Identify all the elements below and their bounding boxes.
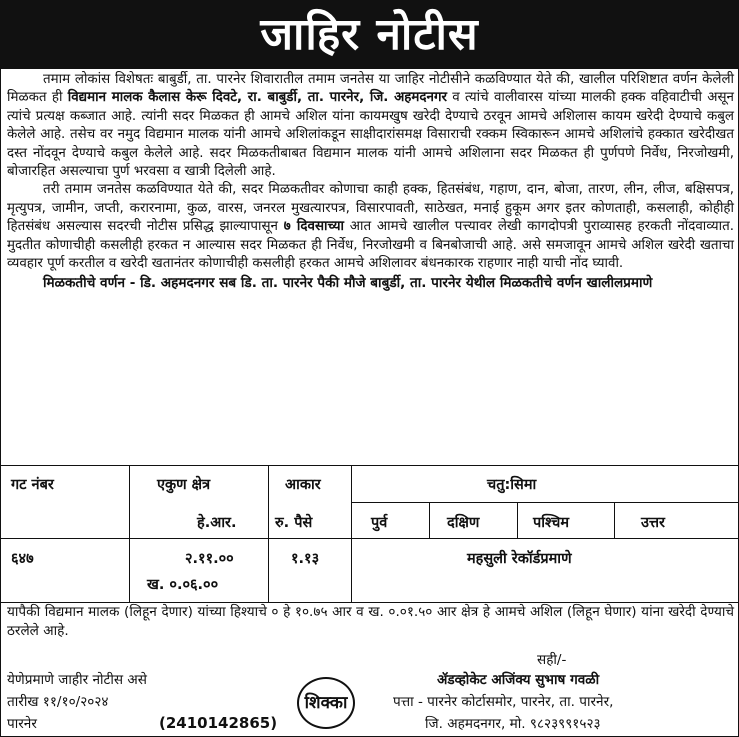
header-assessment-unit: रु. पैसे [275,515,313,531]
header-gat-number: गट नंबर [11,477,54,493]
para2-text-b: आत आमचे खालील पत्त्यावर लेखी कागदोपत्री पुराव्यासह हरकती नोंदवाव्यात. मुदतीत कोणाचीही कसलीही हरकत न आल्यास सदर मिळकत ही निर्वेध, निरजोखमी व बिनबोजाची आहे. असे समजावून आमचे अशिल खरेदी खताचा व्यवहार पूर्ण करतील व खरेदी खतानंतर कोणाचीही कसलीही हरकत आमचे अशिलावर बंधनकारक राहणार नाही याची नोंद घ्यावी. [7,219,734,272]
notice-place: पारनेर [7,716,37,732]
property-description [7,274,734,292]
owner-name: विद्यमान मालक कैलास केरू दिवटे, रा. बाबुर्डी, ता. पारनेर, जि. अहमदनगर [67,90,447,106]
seal-stamp: शिक्का [297,677,355,729]
advocate-address-line-2: जि. अहमदनगर, मो. ९८२३९९१५२३ [425,716,601,732]
para1-text-a: तमाम लोकांस विशेषतः बाबुर्डी, ता. पारनेर शिवारातील तमाम जनतेस या जाहिर नोटीसीने कळविण्यात येते की, खालील परिशिष्टात वर्णन केलेली मिळकत ही [7,72,734,106]
notice-closing: येणेप्रमाणे जाहीर नोटीस असे [7,672,147,688]
header-boundaries: चतु:सिमा [487,477,537,493]
header-west: पश्चिम [533,515,570,531]
notice-body [7,71,734,293]
paragraph-1 [7,71,734,181]
header-south: दक्षिण [447,515,480,531]
notice-title: जाहिर नोटीस [1,1,738,69]
assessment-value: १.१३ [291,551,320,567]
reference-code: (2410142865) [159,714,278,732]
share-statement: यापैकी विद्यमान मालक (लिहून देणार) यांच्या हिश्याचे ० हे १०.७५ आर व ख. ०.०१.५० आर क्षेत्र हे आमचे अशिल (लिहून घेणार) यांना खरेदी देण्याचे ठरलेले आहे. [7,604,734,639]
advocate-address-line-1: पत्ता - पारनेर कोर्टासमोर, पारनेर, ता. पारनेर, [393,694,614,710]
boundary-value: महसुली रेकॉर्डप्रमाणे [467,551,572,567]
area-value: २.११.०० [185,551,234,567]
header-east: पुर्व [371,515,388,531]
gat-number-value: ६४७ [11,551,34,567]
notice-date: तारीख ११/१०/२०२४ [7,694,109,710]
para2-text-a: तरी तमाम जनतेस कळविण्यात येते की, सदर मिळकतीवर कोणाचा काही हक्क, हितसंबंध, गहाण, दान, बोजा, तारण, लीन, लीज, बक्षिसपत्र, मृत्युपत्र, जामीन, जप्ती, करारनामा, कुळ, वारस, जनरल मुखत्यारपत्र, विसारपावती, साठेखत, मनाई हुकूम अगर इतर कोणताही, कसलाही, कोहीही हितसंबंध असल्यास सदरची नोटीस प्रसिद्ध झाल्यापासून [7,182,734,235]
header-north: उत्तर [641,515,665,531]
property-table [1,465,738,603]
para1-text-b: व त्यांचे वालीवारस यांच्या मालकी हक्क वहिवाटीची असून त्यांचे प्रत्यक्ष कब्जात आहे. त्यांनी सदर मिळकत ही आमचे अशिल यांना कायमखुष खरेदी देण्याचे ठरवून आमचे अशिलास कायम खरेदी देण्याचे कबुल केलेले आहे. तसेच वर नमुद विद्यमान मालक यांनी आमचे अशिलांकडून साक्षीदारांसमक्ष विसाराची रक्कम स्विकारून आमचे अशिलांचे हक्कात खरेदीखत दस्त नोंदवून देण्याचे कबुल केलेले आहे. सदर मिळकतीबाबत विद्यमान मालक यांनी आमचे अशिलाना सदर मिळकत ही पुर्णपणे निर्वेध, निरजोखमी, बोजारहित असल्याचा पुर्ण भरवसा व खात्री दिलेली आहे. [7,90,734,180]
paragraph-2 [7,181,734,273]
deadline-days: ७ दिवसाच्या [283,219,344,235]
notice-footer [7,603,734,641]
header-area-unit: हे.आर. [197,515,237,531]
area-kharaba-value: ख. ०.०६.०० [147,577,219,593]
header-assessment: आकार [285,477,321,493]
signed-mark: सही/- [537,652,567,668]
advocate-name: ॲडव्होकेट अजिंक्य सुभाष गवळी [437,672,600,688]
property-description-text: मिळकतीचे वर्णन - डि. अहमदनगर सब डि. ता. पारनेर पैकी मौजे बाबुर्डी, ता. पारनेर येथील मिळकतीचे वर्णन खालीलप्रमाणे [43,275,653,292]
header-total-area: एकुण क्षेत्र [157,477,211,493]
